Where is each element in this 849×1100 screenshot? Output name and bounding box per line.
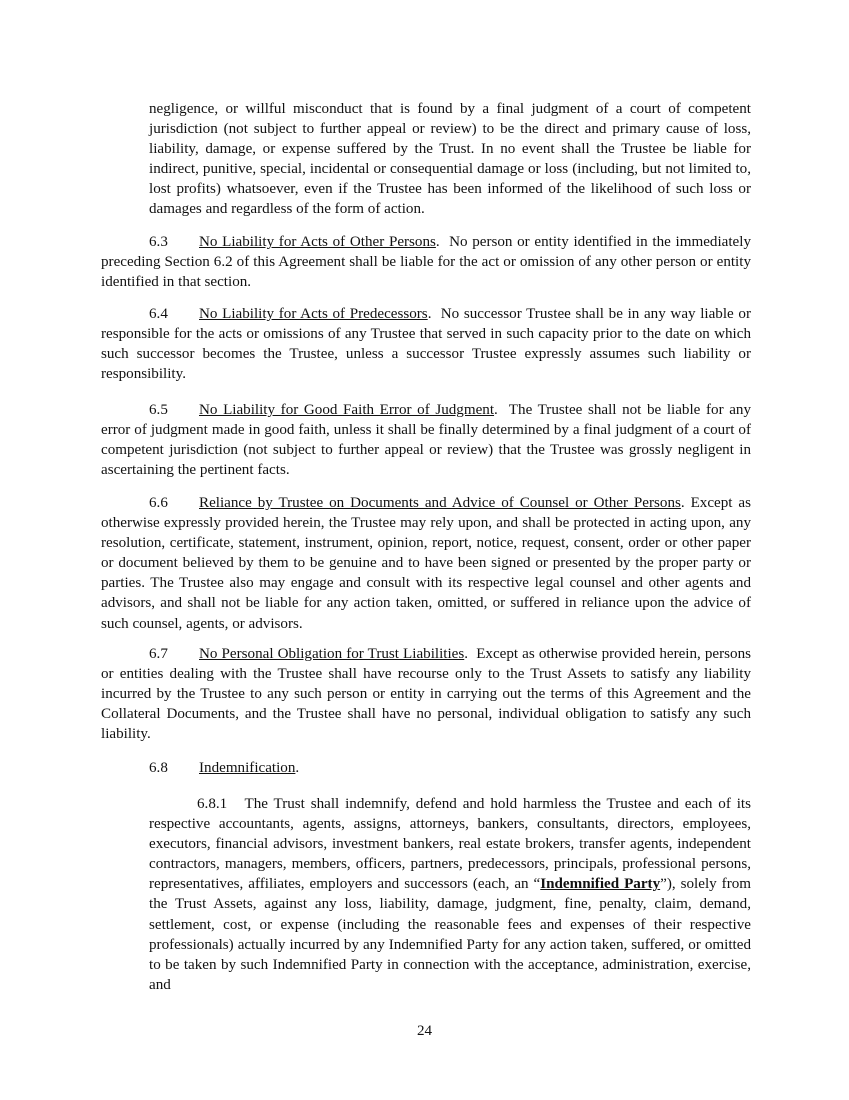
section-heading: No Liability for Good Faith Error of Judgment (199, 402, 495, 418)
section-heading: No Liability for Acts of Predecessors (199, 306, 428, 322)
section-body: No person or entity identified in the immediately preceding Section 6.2 of this Agreement shall be liable for the act or omission of any other person or entity identified in that section. (101, 234, 751, 291)
section-body: No successor Trustee shall be in any way liable or responsible for the acts or omissions of any Trustee that served in such capacity prior to the date on which such successor becomes the Trustee, unless a successor Trustee expressly assumes such liability or responsibility. (101, 306, 751, 383)
continuation-paragraph: negligence, or willful misconduct that is found by a final judgment of a court of competent jurisdiction (not subject to further appeal or review) to be the direct and primary cause of loss, liability, damage, or expense suffered by the Trust. In no event shall the Trustee be liable for indirect, punitive, special, incidental or consequential damage or loss (including, but not limited to, lost profits) whatsoever, even if the Trustee has been informed of the likelihood of such loss or damages and regardless of the form of action. (149, 101, 751, 218)
section-heading: No Personal Obligation for Trust Liabilities (199, 646, 465, 662)
page-number: 24 (416, 1023, 433, 1039)
section-6-3: 6.3 No Liability for Acts of Other Persons. No person or entity identified in the immediately preceding Section 6.2 of this Agreement shall be liable for the act or omission of any other person or entity identified in that section. (101, 234, 751, 291)
section-6-7: 6.7 No Personal Obligation for Trust Liabilities. Except as otherwise provided herein, persons or entities dealing with the Trustee shall have recourse only to the Trust Assets to satisfy any liability incurred by the Trustee to any such person or entity in carrying out the terms of this Agreement and the Collateral Documents, and the Trustee shall have no personal, individual obligation to satisfy any such liability. (101, 646, 751, 743)
section-number: 6.5 (149, 402, 168, 418)
section-6-8: 6.8 Indemnification. (101, 758, 751, 778)
section-6-4: 6.4 No Liability for Acts of Predecessors. No successor Trustee shall be in any way liable or responsible for the acts or omissions of any Trustee that served in such capacity prior to the date on which such successor becomes the Trustee, unless a successor Trustee expressly assumes such liability or responsibility. (101, 306, 751, 383)
section-body: Except as otherwise expressly provided herein, the Trustee may rely upon, and shall be protected in acting upon, any resolution, certificate, statement, instrument, opinion, report, notice, request, consent, order or other paper or document believed by them to be genuine and to have been signed or presented by the proper party or parties. The Trustee also may engage and consult with its respective legal counsel and other agents and advisors, and shall not be liable for any action taken, omitted, or suffered in reliance upon the advice of such counsel, agents, or advisors. (101, 495, 751, 632)
section-body: Except as otherwise provided herein, persons or entities dealing with the Trustee shall have recourse only to the Trust Assets to satisfy any liability incurred by the Trustee to any such person or entity in carrying out the terms of this Agreement and the Collateral Documents, and the Trustee shall have no personal, individual obligation to satisfy any such liability. (101, 646, 751, 743)
section-6-6: 6.6 Reliance by Trustee on Documents and Advice of Counsel or Other Persons. Except as otherwise expressly provided herein, the Trustee may rely upon, and shall be protected in acting upon, any resolution, certificate, statement, instrument, opinion, report, notice, request, consent, order or other paper or document believed by them to be genuine and to have been signed or presented by the proper party or parties. The Trustee also may engage and consult with its respective legal counsel and other agents and advisors, and shall not be liable for any action taken, omitted, or suffered in reliance upon the advice of such counsel, agents, or advisors. (101, 495, 751, 632)
section-heading: Indemnification (199, 760, 296, 776)
section-number: 6.3 (149, 234, 168, 250)
section-body: The Trustee shall not be liable for any error of judgment made in good faith, unless it shall be finally determined by a final judgment of a court of competent jurisdiction (not subject to further appeal or review) that the Trustee was grossly negligent in ascertaining the pertinent facts. (101, 402, 752, 479)
subsection-text-before: The Trust shall indemnify, defend and hold harmless the Trustee and each of its respective accountants, agents, assigns, attorneys, bankers, consultants, directors, employees, executors, financial advisors, investment bankers, real estate brokers, transfer agents, independent contractors, managers, members, officers, partners, predecessors, principals, professional persons, representatives, affiliates, employers and successors (each, an “ (149, 796, 751, 893)
subsection-text-after: ”), solely from the Trust Assets, against any loss, liability, damage, judgment, fine, penalty, claim, demand, settlement, cost, or expense (including the reasonable fees and expenses of their respective professionals) actually incurred by any Indemnified Party for any action taken, suffered, or omitted to be taken by such Indemnified Party in connection with the acceptance, administration, exercise, and (149, 876, 752, 993)
section-number: 6.7 (149, 646, 168, 662)
subsection-number: 6.8.1 (197, 796, 228, 812)
section-number: 6.4 (149, 306, 168, 322)
section-6-5: 6.5 No Liability for Good Faith Error of Judgment. The Trustee shall not be liable for any error of judgment made in good faith, unless it shall be finally determined by a final judgment of a court of competent jurisdiction (not subject to further appeal or review) that the Trustee was grossly negligent in ascertaining the pertinent facts. (101, 402, 752, 479)
section-heading: No Liability for Acts of Other Persons (199, 234, 436, 250)
defined-term: Indemnified Party (540, 876, 661, 893)
section-heading: Reliance by Trustee on Documents and Advice of Counsel or Other Persons (199, 495, 681, 511)
subsection-6-8-1 (149, 794, 751, 995)
section-number: 6.8 (149, 760, 168, 776)
section-number: 6.6 (149, 495, 168, 511)
